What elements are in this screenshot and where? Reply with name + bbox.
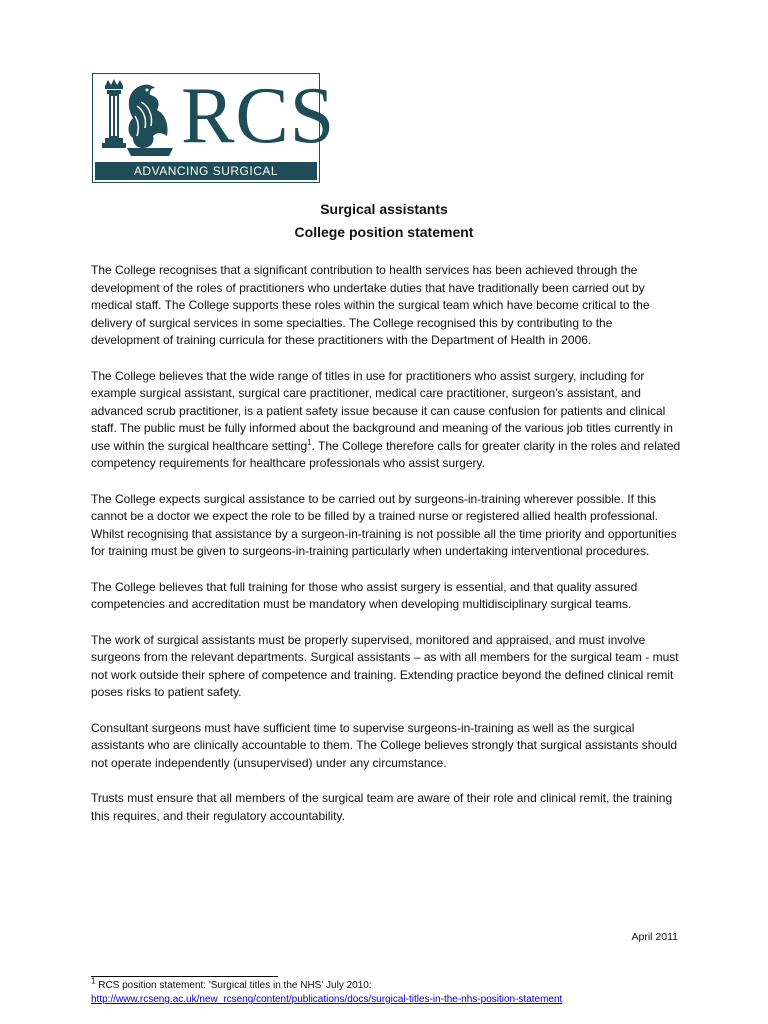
paragraph-3: The College expects surgical assistance to be carried out by surgeons-in-training wherever possible. If this cannot be a doctor we expect the role to be filled by a trained nurse or registered allied health professional. Whilst recognising that assistance by a surgeon-in-training is not possible all the time priority and opportunities for training must be given to surgeons-in-training particularly when undertaking interventional procedures. <box>91 491 677 558</box>
footnote-link-line <box>91 993 691 1007</box>
paragraph-2-text-b: . The College therefore calls for greater clarity in the roles and related competency requirements for healthcare professionals who assist surgery. <box>91 438 681 470</box>
footnote <box>91 976 691 1007</box>
paragraph-2-text-a: The College believes that the wide range of titles in use for practitioners who assist surgery, including for example surgical assistant, surgical care practitioner, medical care practitioner, surgeon's assistant, and advanced scrub practitioner, is a patient safety issue because it can cause confusion for patients and clinical staff. The public must be fully informed about the background and meaning of the various job titles currently in use within the surgical healthcare setting <box>91 368 673 453</box>
paragraph-5: The work of surgical assistants must be properly supervised, monitored and appraised, and must involve surgeons from the relevant departments. Surgical assistants – as with all members for the surgical team - must not work outside their sphere of competence and training. Extending practice beyond the defined clinical remit poses risks to patient safety. <box>91 632 679 699</box>
paragraph-2 <box>91 368 681 473</box>
footnote-text-line <box>91 976 691 993</box>
document-subtitle: College position statement <box>294 224 474 240</box>
footnote-text: RCS position statement: 'Surgical titles in the NHS' July 2010: <box>95 980 372 991</box>
logo-tagline: ADVANCING SURGICAL STANDARDS <box>95 162 317 180</box>
rcs-logo <box>92 72 336 196</box>
paragraph-4: The College believes that full training for those who assist surgery is essential, and that quality assured competencies and accreditation must be mandatory when developing multidisciplinary surgical teams. <box>91 579 638 611</box>
paragraph-7: Trusts must ensure that all members of the surgical team are aware of their role and clinical remit, the training this requires, and their regulatory accountability. <box>91 791 673 823</box>
footnote-url-link[interactable]: http://www.rcseng.ac.uk/new_rcseng/content/publications/docs/surgical-titles-in-the-nhs-position-statement <box>91 994 563 1005</box>
paragraph-1: The College recognises that a significant contribution to health services has been achieved through the development of the roles of practitioners who undertake duties that have traditionally been carried out by medical staff. The College supports these roles within the surgical team which have become critical to the delivery of surgical services in some specialties. The College recognised this by contributing to the development of training curricula for these practitioners with the Department of Health in 2006. <box>91 263 650 347</box>
document-body <box>91 262 681 843</box>
document-date: April 2011 <box>631 931 678 943</box>
crest-icon <box>97 76 179 162</box>
logo-wordmark: RCS <box>181 72 336 160</box>
footnote-divider <box>91 976 278 977</box>
footnote-reference: 1 <box>307 437 312 447</box>
paragraph-6: Consultant surgeons must have sufficient time to supervise surgeons-in-training as well as the surgical assistants who are clinically accountable to them. The College believes strongly that surgical assistants should not operate independently (unsupervised) under any circumstance. <box>91 720 678 770</box>
document-title: Surgical assistants <box>320 201 448 217</box>
footnote-marker: 1 <box>91 976 96 986</box>
